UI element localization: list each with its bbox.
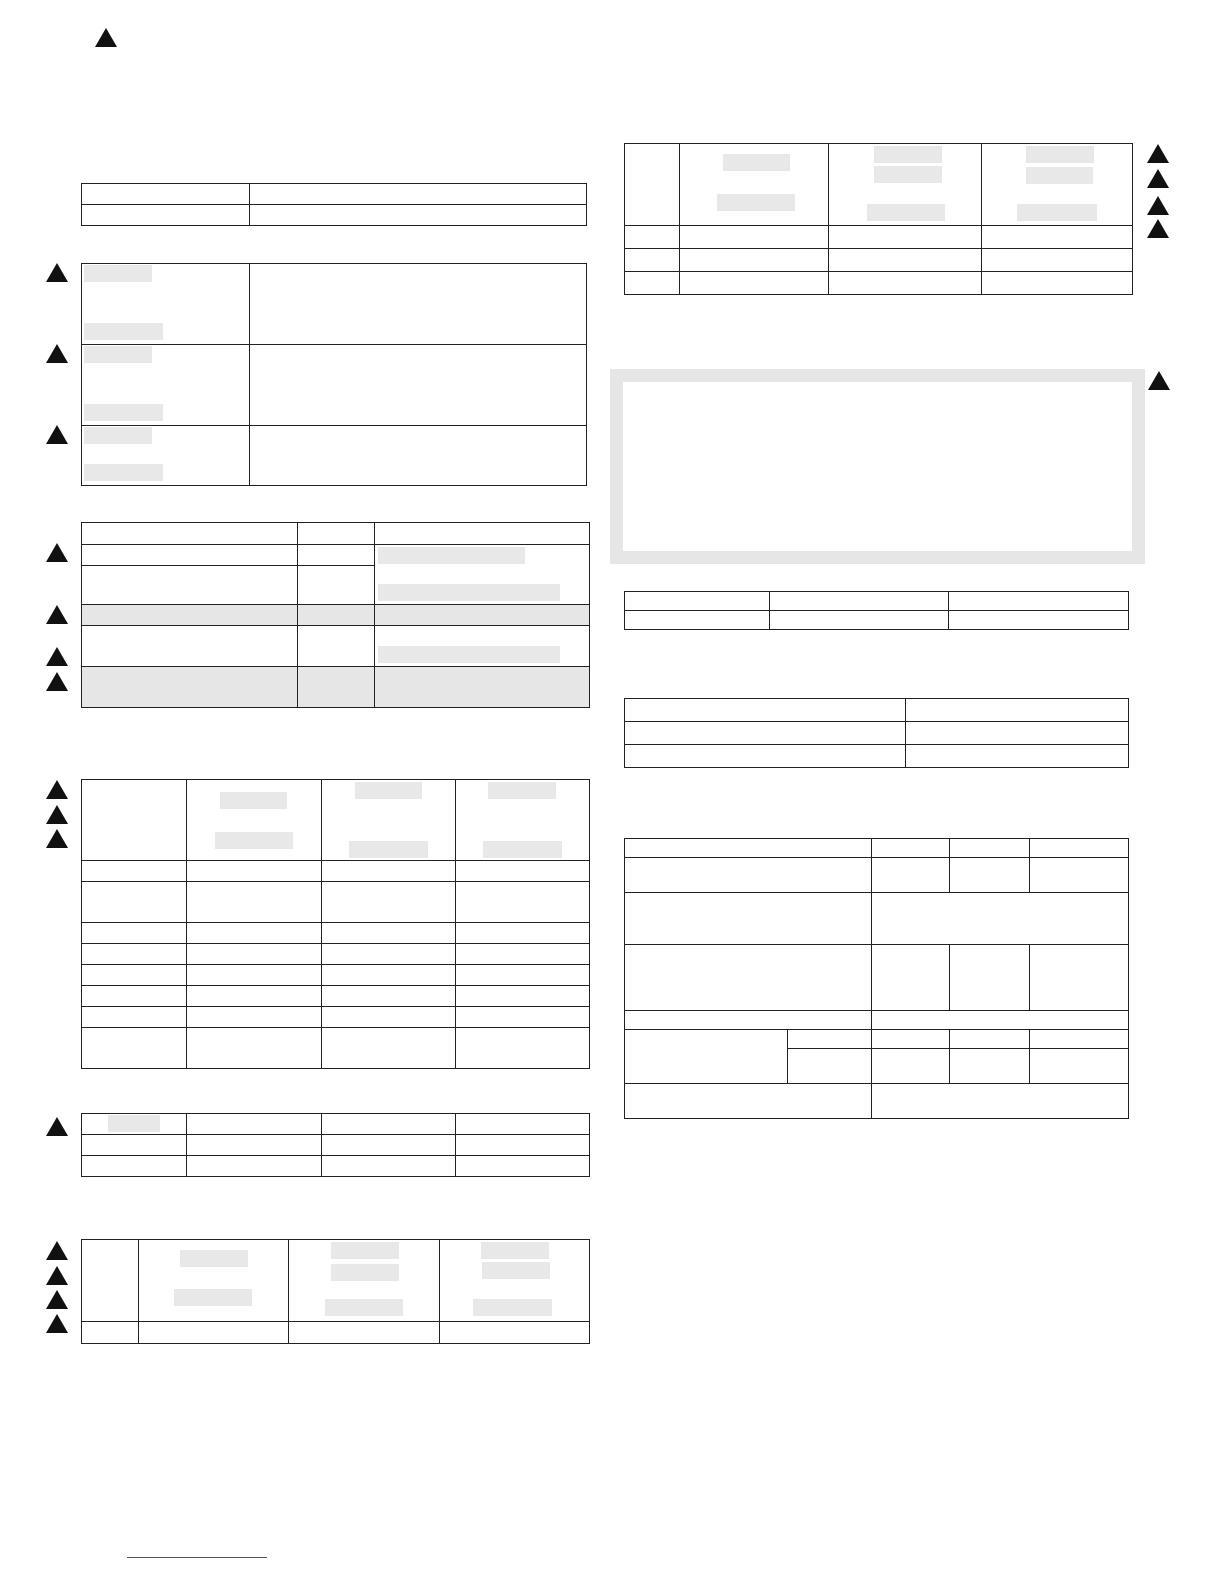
table-row bbox=[82, 667, 590, 708]
table-row bbox=[82, 986, 590, 1007]
table-row bbox=[625, 226, 1133, 249]
table-row bbox=[82, 264, 587, 345]
redacted-text bbox=[84, 265, 152, 282]
redacted-text bbox=[867, 204, 945, 221]
table-spec-7 bbox=[624, 143, 1133, 295]
warning-triangle-icon bbox=[46, 672, 68, 691]
table-spec-3 bbox=[81, 522, 590, 708]
warning-triangle-icon bbox=[95, 28, 117, 47]
table-row bbox=[82, 1156, 590, 1177]
warning-triangle-icon bbox=[46, 780, 68, 799]
warning-triangle-icon bbox=[46, 543, 68, 562]
warning-triangle-icon bbox=[46, 1314, 68, 1333]
table-row bbox=[625, 144, 1133, 226]
redacted-text bbox=[215, 832, 293, 849]
warning-triangle-icon bbox=[46, 1290, 68, 1309]
warning-triangle-icon bbox=[46, 829, 68, 848]
warning-triangle-icon bbox=[1147, 196, 1169, 215]
redacted-text bbox=[84, 464, 163, 481]
table-spec-6 bbox=[81, 1239, 590, 1344]
warning-triangle-icon bbox=[1147, 219, 1169, 238]
redacted-text bbox=[174, 1289, 252, 1306]
warning-triangle-icon bbox=[46, 344, 68, 363]
note-box bbox=[610, 369, 1145, 564]
table-row bbox=[82, 1114, 590, 1135]
redacted-text bbox=[473, 1299, 552, 1316]
redacted-text bbox=[481, 1242, 549, 1259]
table-row bbox=[625, 745, 1129, 768]
redacted-text bbox=[482, 1262, 550, 1279]
table-row bbox=[625, 858, 1129, 893]
redacted-text bbox=[331, 1242, 399, 1259]
warning-triangle-icon bbox=[1148, 371, 1170, 390]
table-row bbox=[82, 1135, 590, 1156]
footer-link[interactable] bbox=[127, 1557, 267, 1558]
redacted-text bbox=[84, 323, 163, 340]
table-row bbox=[82, 626, 590, 667]
table-row bbox=[82, 1240, 590, 1322]
table-row bbox=[82, 861, 590, 882]
table-row bbox=[82, 1007, 590, 1028]
table-row bbox=[82, 205, 587, 226]
warning-triangle-icon bbox=[1147, 144, 1169, 163]
redacted-text bbox=[488, 782, 556, 799]
table-spec-1 bbox=[81, 183, 587, 226]
table-row bbox=[82, 780, 590, 861]
redacted-text bbox=[874, 146, 942, 163]
redacted-text bbox=[108, 1115, 160, 1132]
redacted-text bbox=[874, 166, 942, 183]
table-row bbox=[82, 523, 590, 545]
redacted-text bbox=[717, 194, 795, 211]
table-row bbox=[82, 882, 590, 923]
table-row bbox=[82, 1322, 590, 1344]
table-row bbox=[625, 1030, 1129, 1049]
warning-triangle-icon bbox=[46, 605, 68, 624]
warning-triangle-icon bbox=[46, 805, 68, 824]
table-row bbox=[82, 345, 587, 426]
table-spec-5 bbox=[81, 1113, 590, 1177]
table-row bbox=[625, 839, 1129, 858]
table-spec-9 bbox=[624, 698, 1129, 768]
warning-triangle-icon bbox=[1147, 169, 1169, 188]
table-row bbox=[625, 249, 1133, 272]
table-spec-4 bbox=[81, 779, 590, 1069]
warning-triangle-icon bbox=[46, 1117, 68, 1136]
redacted-text bbox=[723, 154, 790, 171]
table-row bbox=[625, 592, 1129, 611]
table-row bbox=[625, 722, 1129, 745]
table-row bbox=[82, 1028, 590, 1069]
table-row bbox=[625, 1084, 1129, 1119]
redacted-text bbox=[1017, 204, 1097, 221]
redacted-text bbox=[325, 1299, 403, 1316]
table-spec-8 bbox=[624, 591, 1129, 630]
redacted-text bbox=[483, 841, 562, 858]
table-row bbox=[625, 611, 1129, 630]
redacted-text bbox=[1026, 167, 1093, 184]
redacted-text bbox=[378, 547, 525, 564]
table-row bbox=[82, 923, 590, 944]
redacted-text bbox=[349, 841, 428, 858]
table-row bbox=[625, 1011, 1129, 1030]
table-row bbox=[625, 699, 1129, 722]
warning-triangle-icon bbox=[46, 425, 68, 444]
warning-triangle-icon bbox=[46, 1241, 68, 1260]
redacted-text bbox=[355, 782, 422, 799]
table-row bbox=[82, 944, 590, 965]
redacted-text bbox=[180, 1250, 248, 1267]
redacted-text bbox=[378, 584, 560, 601]
redacted-text bbox=[84, 346, 152, 363]
table-row bbox=[625, 893, 1129, 945]
redacted-text bbox=[378, 646, 560, 663]
table-spec-2 bbox=[81, 263, 587, 486]
warning-triangle-icon bbox=[46, 263, 68, 282]
warning-triangle-icon bbox=[46, 1266, 68, 1285]
redacted-text bbox=[1026, 146, 1094, 163]
table-row bbox=[625, 272, 1133, 295]
table-spec-10 bbox=[624, 838, 1129, 1119]
table-row bbox=[82, 545, 590, 566]
table-row bbox=[82, 184, 587, 205]
warning-triangle-icon bbox=[46, 647, 68, 666]
table-row bbox=[82, 965, 590, 986]
redacted-text bbox=[220, 792, 287, 809]
redacted-text bbox=[84, 427, 152, 444]
table-row bbox=[82, 605, 590, 626]
redacted-text bbox=[84, 404, 163, 421]
table-row bbox=[82, 426, 587, 486]
table-row bbox=[625, 945, 1129, 1011]
redacted-text bbox=[331, 1264, 399, 1281]
